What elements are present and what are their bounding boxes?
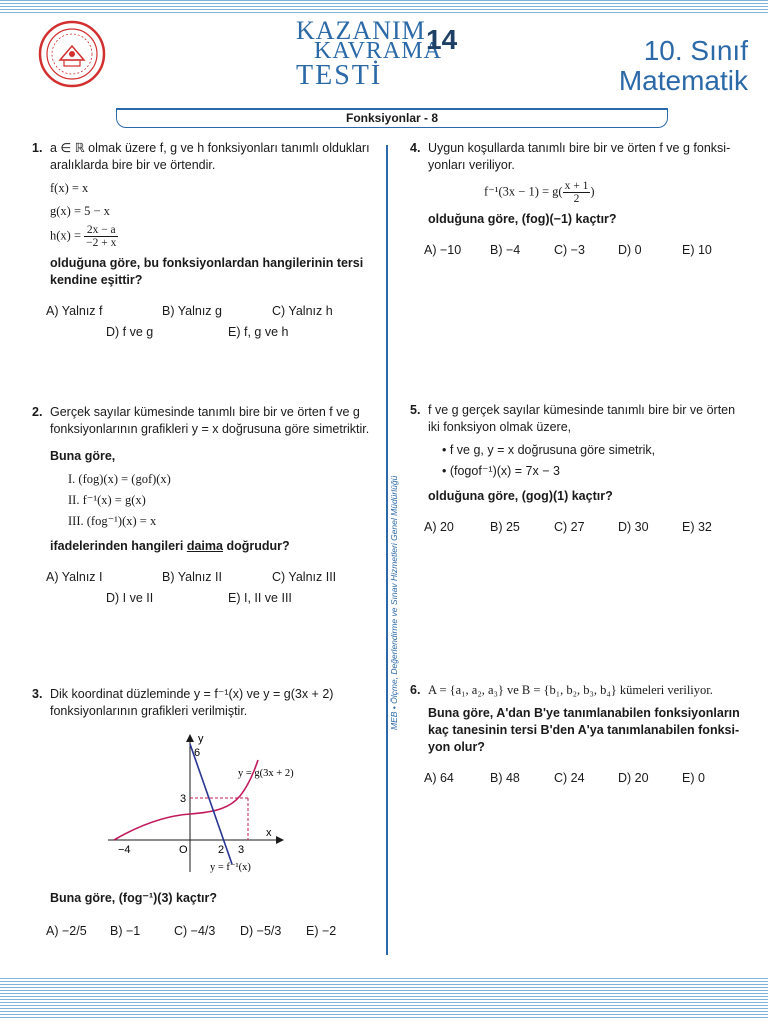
- q3-option-b[interactable]: B) −1: [110, 924, 141, 938]
- q1-option-e[interactable]: E) f, g ve h: [228, 325, 289, 339]
- q4-option-a[interactable]: A) −10: [424, 243, 462, 257]
- q4-intro: Uygun koşullarda tanımlı bire bir ve örten f ve g fonksiyonları veriliyor.: [428, 141, 731, 172]
- q2-intro: Gerçek sayılar kümesinde tanımlı bire bir ve örten f ve g fonksiyonlarının grafikleri y = x doğrusuna göre simetriktir.: [50, 405, 370, 436]
- q1-eq3: [50, 224, 372, 249]
- q2-item-1: I. (fog)(x) = (gof)(x): [68, 472, 171, 486]
- q1-options-row2: [32, 324, 372, 341]
- q3-option-a[interactable]: A) −2/5: [46, 924, 87, 938]
- q2-item-2: II. f⁻¹(x) = g(x): [68, 493, 146, 507]
- top-stripes: [0, 0, 768, 15]
- logo-line3: TESTİ: [296, 60, 383, 91]
- test-number: 14: [426, 24, 458, 55]
- q1-option-c[interactable]: C) Yalnız h: [272, 304, 333, 318]
- q2-question-pre: ifadelerinden hangileri: [50, 539, 187, 553]
- q4-eq-left: f⁻¹(3x − 1) = g(: [484, 184, 563, 199]
- q1-intro: a ∈ ℝ olmak üzere f, g ve h fonksiyonları tanımlı oldukları aralıklarda bire bir ve örtendir.: [50, 141, 370, 172]
- q2-option-a[interactable]: A) Yalnız I: [46, 570, 103, 584]
- q3-option-c[interactable]: C) −4/3: [174, 924, 216, 938]
- sidebar-meb-text: MEB • Ölçme, Değerlendirme ve Sınav Hizmetleri Genel Müdürlüğü: [389, 475, 399, 730]
- question-3: [32, 686, 372, 720]
- section-title-bar: [116, 108, 668, 128]
- q1-eq2: g(x) = 5 − x: [50, 204, 110, 218]
- q3-option-d[interactable]: D) −5/3: [240, 924, 282, 938]
- q3-tick-3x: 3: [238, 844, 245, 856]
- q3-question: Buna göre, (fog⁻¹)(3) kaçtır?: [50, 891, 218, 905]
- q1-eq3-left: h(x) =: [50, 228, 81, 243]
- q5-bullet-2: • (fogof⁻¹)(x) = 7x − 3: [442, 464, 560, 478]
- question-5: [410, 402, 746, 536]
- q6-option-e[interactable]: E) 0: [682, 771, 705, 785]
- q2-options-row2: [32, 590, 372, 607]
- q2-option-c[interactable]: C) Yalnız III: [272, 570, 337, 584]
- q6-option-c[interactable]: C) 24: [554, 771, 585, 785]
- q3-options: [32, 923, 372, 940]
- q5-option-a[interactable]: A) 20: [424, 520, 454, 534]
- q2-option-e[interactable]: E) I, II ve III: [228, 591, 292, 605]
- q3-graph: [108, 732, 294, 878]
- q3-y-axis-label: y: [198, 733, 204, 745]
- q5-option-e[interactable]: E) 32: [682, 520, 712, 534]
- q5-option-c[interactable]: C) 27: [554, 520, 585, 534]
- q5-options: [410, 519, 746, 536]
- q2-question: [50, 538, 372, 555]
- q1-option-a[interactable]: A) Yalnız f: [46, 304, 103, 318]
- q6-option-a[interactable]: A) 64: [424, 771, 454, 785]
- q2-lead: Buna göre,: [50, 449, 116, 463]
- question-2: [32, 404, 372, 607]
- question-4: [410, 140, 746, 259]
- q3-tick-minus4: −4: [118, 844, 131, 856]
- q2-option-b[interactable]: B) Yalnız II: [162, 570, 222, 584]
- subject-label: Matematik: [618, 65, 748, 96]
- q6-intro: A = {a₁, a₂, a₃} ve B = {b₁, b₂, b₃, b₄} kümeleri veriliyor.: [428, 683, 713, 697]
- section-title: Fonksiyonlar - 8: [345, 111, 439, 125]
- q1-option-b[interactable]: B) Yalnız g: [162, 304, 222, 318]
- logo-line1: KAZANIM: [296, 16, 426, 45]
- q5-option-b[interactable]: B) 25: [490, 520, 520, 534]
- q3-x-axis-label: x: [266, 827, 272, 839]
- q4-option-c[interactable]: C) −3: [554, 243, 585, 257]
- q6-number: 6.: [410, 683, 421, 697]
- q6-question: Buna göre, A'dan B'ye tanımlanabilen fonksiyonların kaç tanesinin tersi B'den A'ya tanımlanabilen fonksiyon olur?: [428, 706, 740, 754]
- q6-option-b[interactable]: B) 48: [490, 771, 520, 785]
- q3-tick-6: 6: [194, 747, 201, 759]
- q2-number: 2.: [32, 405, 43, 419]
- q4-option-d[interactable]: D) 0: [618, 243, 642, 257]
- logo-line2: KAVRAMA: [314, 38, 442, 64]
- q5-number: 5.: [410, 403, 421, 417]
- q1-eq3-num: 2x − a: [84, 224, 118, 237]
- q4-eq-right: ): [590, 184, 595, 199]
- q3-option-e[interactable]: E) −2: [306, 924, 337, 938]
- q1-number: 1.: [32, 141, 43, 155]
- grade-label: 10. Sınıf: [643, 35, 748, 66]
- bottom-stripes: [0, 978, 768, 1020]
- q3-origin: O: [179, 844, 188, 856]
- column-divider: [386, 145, 388, 955]
- q5-question: olduğuna göre, (gog)(1) kaçtır?: [428, 489, 613, 503]
- question-6: [410, 682, 746, 787]
- q3-question-block: [32, 890, 372, 940]
- q4-options: [410, 242, 746, 259]
- q6-options: [410, 770, 746, 787]
- q1-eq1: f(x) = x: [50, 181, 89, 195]
- kazanim-kavrama-logo: [296, 16, 476, 90]
- grade-subject: [619, 36, 748, 96]
- q3-tick-2: 2: [218, 844, 225, 856]
- q2-options-row1: [32, 569, 372, 586]
- q1-options-row1: [32, 303, 372, 320]
- q4-eq-num: x + 1: [564, 180, 589, 192]
- q4-equation: [428, 180, 746, 205]
- q5-option-d[interactable]: D) 30: [618, 520, 649, 534]
- q4-question: olduğuna göre, (fog)(−1) kaçtır?: [428, 212, 617, 226]
- q3-tick-3y: 3: [180, 793, 187, 805]
- q4-option-b[interactable]: B) −4: [490, 243, 521, 257]
- q1-eq3-den: −2 + x: [86, 237, 117, 249]
- q3-number: 3.: [32, 687, 43, 701]
- q2-question-underline: daima: [186, 539, 223, 553]
- q2-question-post: doğrudur?: [222, 539, 290, 553]
- q3-line-label: y = f⁻¹(x): [210, 862, 251, 873]
- q4-number: 4.: [410, 141, 421, 155]
- question-1: [32, 140, 372, 341]
- q4-option-e[interactable]: E) 10: [682, 243, 712, 257]
- q3-intro: Dik koordinat düzleminde y = f⁻¹(x) ve y = g(3x + 2) fonksiyonlarının grafikleri verilmiştir.: [50, 687, 334, 718]
- q3-curve-label: y = g(3x + 2): [238, 768, 294, 779]
- q4-eq-den: 2: [573, 193, 580, 205]
- meb-seal-icon: [38, 20, 106, 88]
- q2-option-d[interactable]: D) I ve II: [106, 591, 154, 605]
- q5-intro: f ve g gerçek sayılar kümesinde tanımlı bire bir ve örten iki fonksiyon olmak üzere,: [428, 403, 736, 434]
- q1-option-d[interactable]: D) f ve g: [106, 325, 154, 339]
- q6-option-d[interactable]: D) 20: [618, 771, 649, 785]
- q1-question: olduğuna göre, bu fonksiyonlardan hangilerinin tersi kendine eşittir?: [50, 256, 364, 287]
- q2-item-3: III. (fog⁻¹)(x) = x: [68, 514, 157, 528]
- q5-bullet-1: • f ve g, y = x doğrusuna göre simetrik,: [442, 443, 656, 457]
